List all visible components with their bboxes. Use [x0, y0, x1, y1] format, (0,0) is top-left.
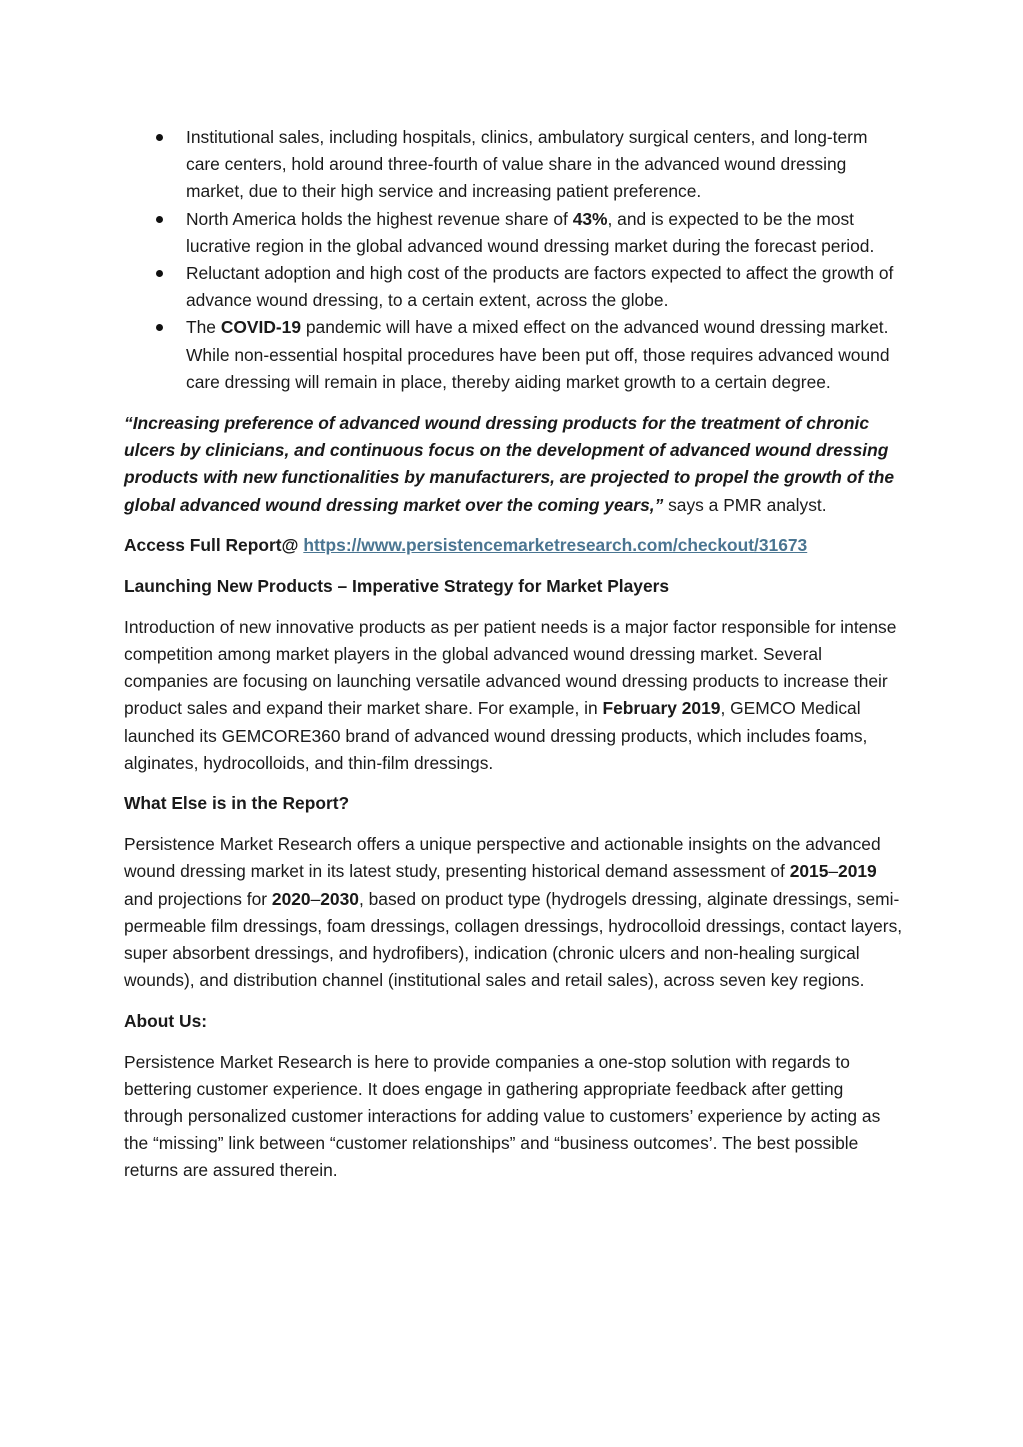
- bullet-bold: COVID-19: [220, 317, 302, 338]
- bullet-text: Institutional sales, including hospitals, clinics, ambulatory surgical centers, and long-term care centers, hold around three-fourth of value share in the advanced wound dressing market, due to their high service and increasing patient preference.: [186, 127, 868, 202]
- year-bold: 2030: [320, 888, 359, 909]
- bullet-icon: [156, 324, 163, 331]
- key-findings-list: [124, 124, 904, 396]
- date-bold: February 2019: [602, 698, 721, 719]
- section-body-launching: [124, 614, 904, 777]
- bullet-text-pre: North America holds the highest revenue share of: [186, 208, 573, 229]
- report-link[interactable]: https://www.persistencemarketresearch.com/checkout/31673: [303, 535, 808, 556]
- section-body-report: [124, 831, 904, 994]
- bullet-text: Reluctant adoption and high cost of the products are factors expected to affect the growth of advance wound dressing, to a certain extent, across the globe.: [186, 263, 894, 311]
- bullet-text-pre: The: [186, 317, 221, 338]
- access-report: [124, 532, 904, 559]
- quote-text: “Increasing preference of advanced wound dressing products for the treatment of chronic ulcers by clinicians, and continuous focus on the development of advanced wound dressing products with new functionalities by manufacturers, are projected to propel the growth of the global advanced wound dressing market over the coming years,”: [124, 413, 895, 515]
- body-text: , GEMCO Medical launched its GEMCORE360 brand of advanced wound dressing products, which includes foams, alginates, hydrocolloids, and thin-film dressings.: [124, 698, 868, 773]
- bullet-icon: [156, 134, 163, 141]
- analyst-quote: [124, 410, 904, 519]
- section-heading-report: What Else is in the Report?: [124, 793, 350, 814]
- list-item: [124, 260, 904, 314]
- bullet-text-post: pandemic will have a mixed effect on the advanced wound dressing market. While non-essential hospital procedures have been put off, those requires advanced wound care dressing will remain in place, thereby aiding market growth to a certain degree.: [186, 317, 890, 392]
- list-item: [124, 206, 904, 260]
- body-text: Persistence Market Research offers a unique perspective and actionable insights on the advanced wound dressing market in its latest study, presenting historical demand assessment of: [124, 834, 881, 882]
- access-label: Access Full Report@: [124, 535, 304, 556]
- body-text: and projections for: [124, 888, 272, 909]
- bullet-bold: 43%: [572, 208, 608, 229]
- list-item: [124, 124, 904, 206]
- dash: –: [828, 861, 839, 882]
- document-page: [124, 124, 904, 1198]
- bullet-text-post: , and is expected to be the most lucrative region in the global advanced wound dressing market during the forecast period.: [186, 208, 875, 256]
- quote-attribution: says a PMR analyst.: [663, 494, 827, 515]
- year-bold: 2015: [789, 861, 829, 882]
- bullet-icon: [156, 216, 163, 223]
- year-bold: 2020: [271, 888, 311, 909]
- section-body-about: Persistence Market Research is here to provide companies a one-stop solution with regards to bettering customer experience. It does engage in gathering appropriate feedback after getting through personalized customer interactions for adding value to customers’ experience by acting as the “missing” link between “customer relationships” and “business outcomes’. The best possible returns are assured therein.: [124, 1051, 881, 1181]
- bullet-icon: [156, 270, 163, 277]
- body-text: Introduction of new innovative products as per patient needs is a major factor responsible for intense competition among market players in the global advanced wound dressing market. Several companies are focusing on launching versatile advanced wound dressing products to increase their product sales and expand their market share. For example, in: [124, 616, 897, 719]
- section-heading-launching: Launching New Products – Imperative Strategy for Market Players: [124, 576, 670, 597]
- year-bold: 2019: [838, 861, 877, 882]
- body-text: , based on product type (hydrogels dressing, alginate dressings, semi-permeable film dressings, foam dressings, collagen dressings, hydrocolloid dressings, contact layers, super absorbent dressings, and hydrofibers), indication (chronic ulcers and non-healing surgical wounds), and distribution channel (institutional sales and retail sales), across seven key regions.: [124, 888, 903, 991]
- section-heading-about: About Us:: [124, 1010, 208, 1031]
- list-item: [124, 314, 904, 396]
- dash: –: [310, 888, 321, 909]
